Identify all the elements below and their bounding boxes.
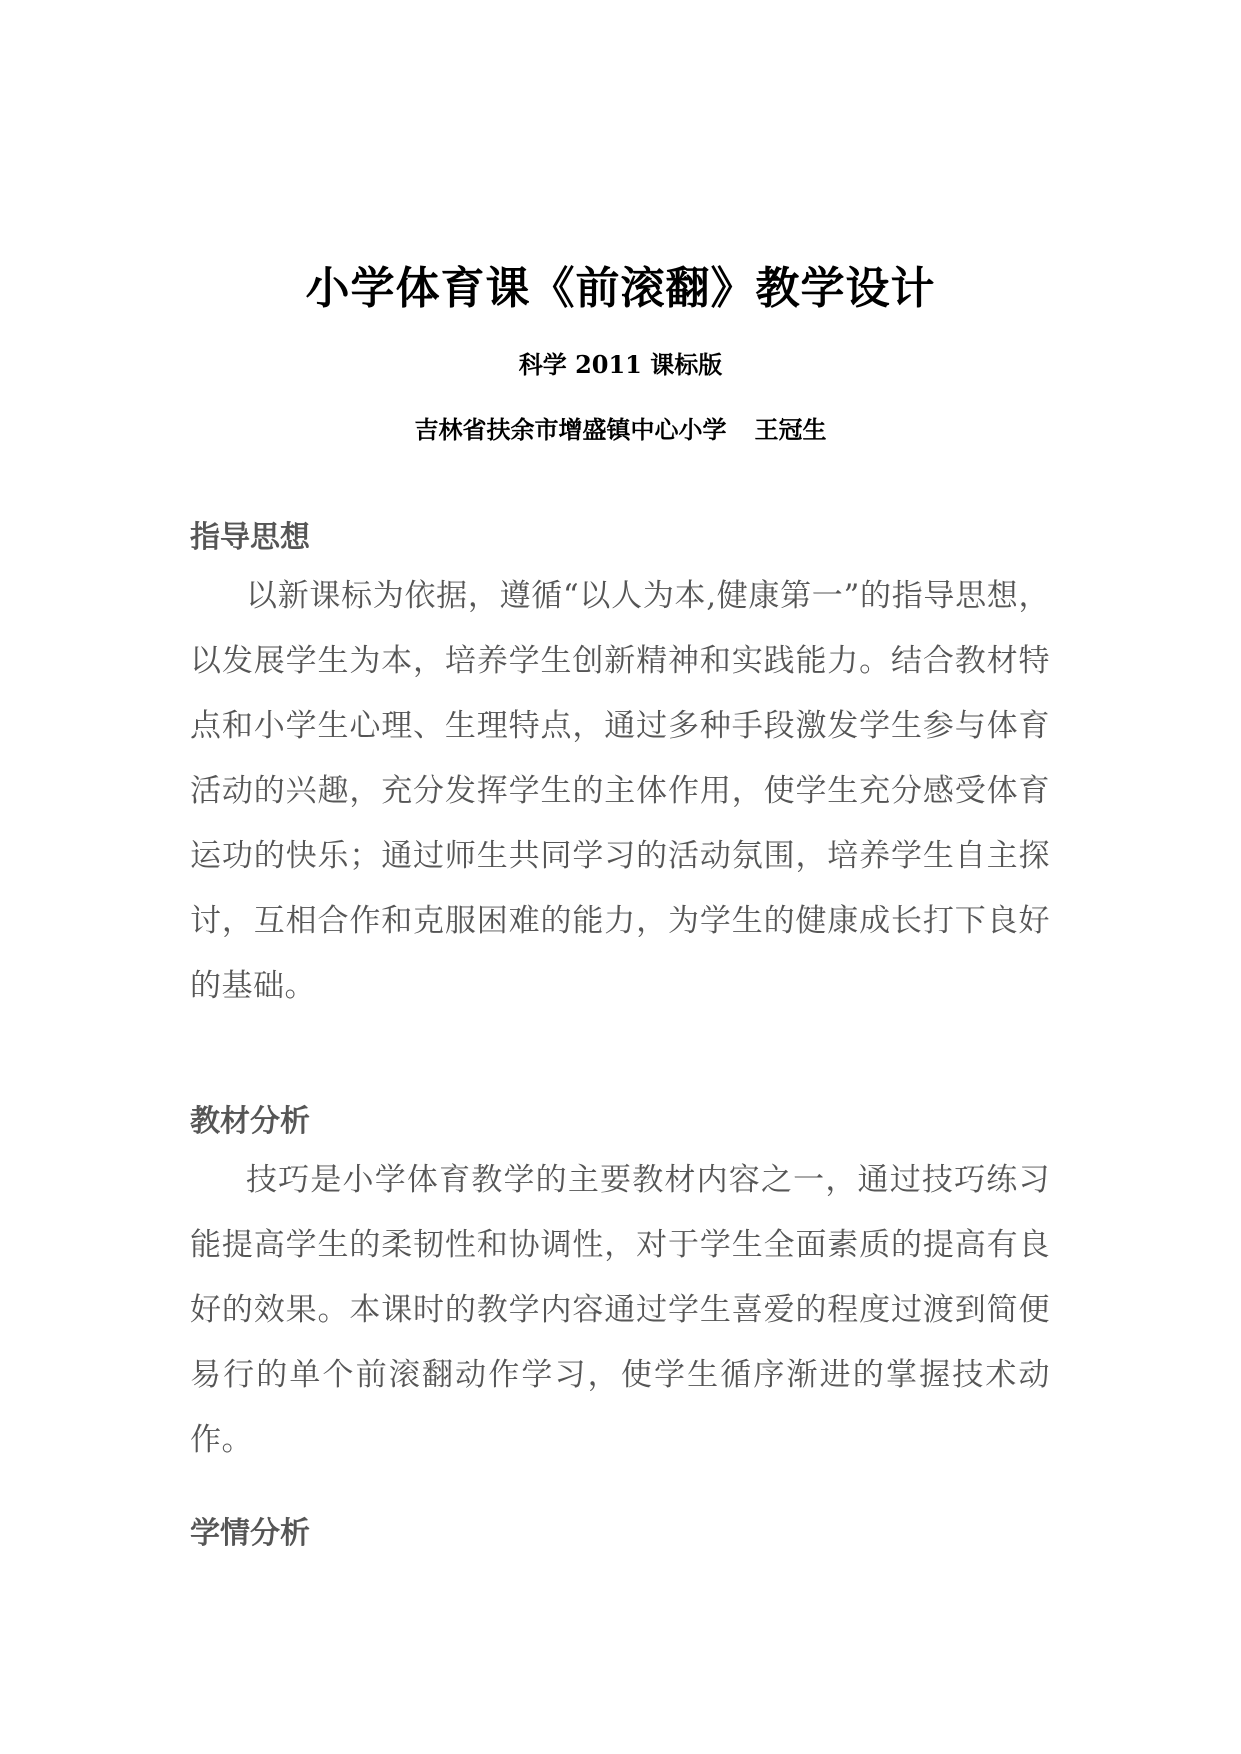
section-body: 以新课标为依据，遵循“以人为本,健康第一”的指导思想，以发展学生为本，培养学生创新精神和实践能力。结合教材特点和小学生心理、生理特点，通过多种手段激发学生参与体育活动的兴趣，充分发挥学生的主体作用，使学生充分感受体育运功的快乐；通过师生共同学习的活动氛围，培养学生自主探讨，互相合作和克服困难的能力，为学生的健康成长打下良好的基础。 bbox=[190, 578, 1050, 1004]
section-heading: 指导思想 bbox=[190, 520, 310, 555]
section-heading: 教材分析 bbox=[190, 1104, 310, 1139]
author-school: 吉林省扶余市增盛镇中心小学 bbox=[414, 415, 727, 444]
section-guiding-ideology bbox=[190, 512, 1050, 1019]
document-title: 小学体育课《前滚翻》教学设计 bbox=[305, 263, 936, 314]
author-line bbox=[0, 410, 1241, 445]
section-body: 技巧是小学体育教学的主要教材内容之一，通过技巧练习能提高学生的柔韧性和协调性，对于学生全面素质的提高有良好的效果。本课时的教学内容通过学生喜爱的程度过渡到简便易行的单个前滚翻动作学习，使学生循序渐进的掌握技术动作。 bbox=[190, 1162, 1050, 1458]
author-name: 王冠生 bbox=[754, 415, 827, 444]
section-heading: 学情分析 bbox=[190, 1516, 310, 1551]
document-subtitle: 科学 2011 课标版 bbox=[518, 350, 723, 379]
section-student-analysis bbox=[190, 1508, 1050, 1560]
section-textbook-analysis bbox=[190, 1096, 1050, 1473]
